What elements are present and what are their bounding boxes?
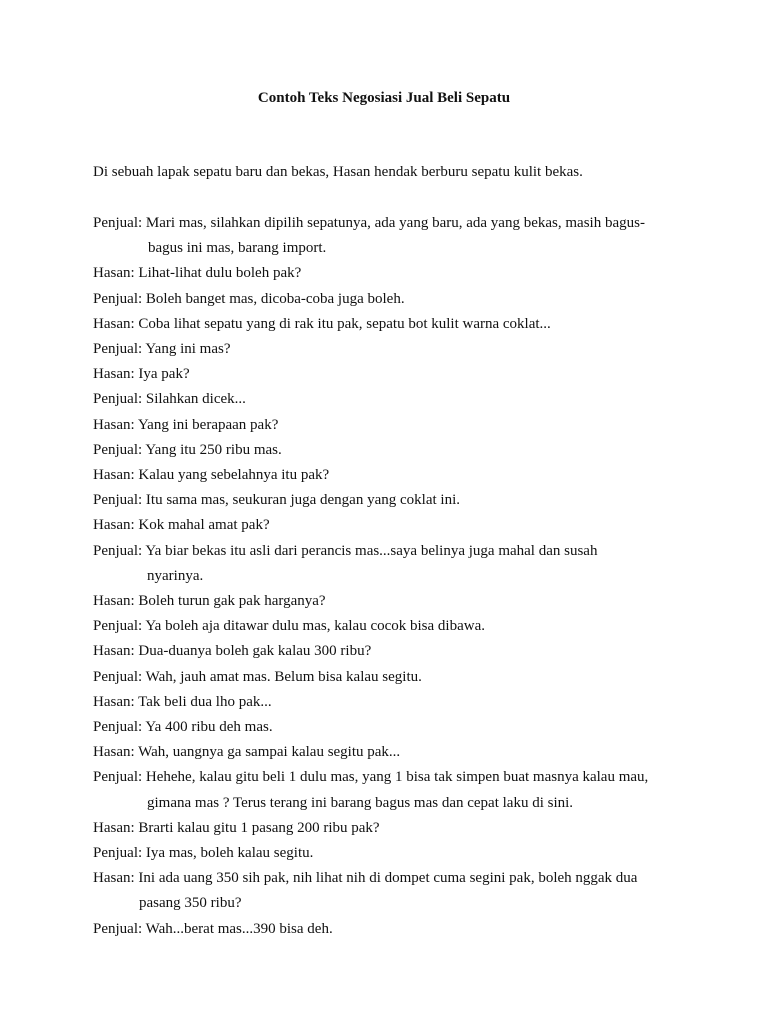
dialogue-line-continuation: pasang 350 ribu?: [139, 895, 242, 912]
dialogue-line: Hasan: Dua-duanya boleh gak kalau 300 ribu?: [93, 643, 372, 660]
dialogue-line: Hasan: Yang ini berapaan pak?: [93, 416, 279, 433]
dialogue-line-continuation: gimana mas ? Terus terang ini barang bagus mas dan cepat laku di sini.: [147, 794, 574, 811]
dialogue-line: Hasan: Kalau yang sebelahnya itu pak?: [93, 467, 330, 484]
dialogue-line: Hasan: Boleh turun gak pak harganya?: [93, 593, 326, 610]
dialogue-line: Penjual: Hehehe, kalau gitu beli 1 dulu mas, yang 1 bisa tak simpen buat masnya kalau mau,: [93, 769, 649, 786]
dialogue-line: Penjual: Ya boleh aja ditawar dulu mas, kalau cocok bisa dibawa.: [93, 618, 485, 635]
dialogue-line: Penjual: Yang itu 250 ribu mas.: [93, 441, 282, 458]
dialogue-line: Penjual: Ya 400 ribu deh mas.: [93, 719, 273, 736]
dialogue-line: Penjual: Yang ini mas?: [93, 341, 231, 358]
dialogue-line: Hasan: Tak beli dua lho pak...: [93, 693, 272, 710]
dialogue-line: Penjual: Silahkan dicek...: [93, 391, 246, 408]
dialogue-line: Penjual: Wah, jauh amat mas. Belum bisa kalau segitu.: [93, 668, 422, 685]
dialogue-line: Penjual: Wah...berat mas...390 bisa deh.: [93, 920, 333, 937]
dialogue-line: Penjual: Mari mas, silahkan dipilih sepatunya, ada yang baru, ada yang bekas, masih bagus-: [93, 215, 645, 231]
intro-paragraph: Di sebuah lapak sepatu baru dan bekas, Hasan hendak berburu sepatu kulit bekas.: [93, 164, 583, 180]
document-title: Contoh Teks Negosiasi Jual Beli Sepatu: [257, 90, 511, 106]
dialogue-line: Hasan: Coba lihat sepatu yang di rak itu pak, sepatu bot kulit warna coklat...: [93, 315, 551, 332]
dialogue-line: Hasan: Kok mahal amat pak?: [93, 517, 270, 534]
dialogue-line: Penjual: Boleh banget mas, dicoba-coba juga boleh.: [93, 290, 405, 307]
dialogue-line: Penjual: Ya biar bekas itu asli dari perancis mas...saya belinya juga mahal dan susah: [93, 542, 598, 559]
dialogue-line: Hasan: Iya pak?: [93, 366, 190, 383]
dialogue-line: Penjual: Itu sama mas, seukuran juga dengan yang coklat ini.: [93, 492, 460, 509]
dialogue-line: Hasan: Ini ada uang 350 sih pak, nih lihat nih di dompet cuma segini pak, boleh nggak dua: [93, 870, 638, 887]
dialogue-line-continuation: nyarinya.: [147, 567, 204, 584]
dialogue-line: Hasan: Lihat-lihat dulu boleh pak?: [93, 265, 302, 282]
dialogue-line: Penjual: Iya mas, boleh kalau segitu.: [93, 845, 314, 862]
dialogue: [93, 211, 693, 942]
dialogue-line: Hasan: Brarti kalau gitu 1 pasang 200 ribu pak?: [93, 819, 380, 836]
dialogue-line: Hasan: Wah, uangnya ga sampai kalau segitu pak...: [93, 744, 401, 761]
dialogue-line-continuation: bagus ini mas, barang import.: [148, 240, 327, 257]
